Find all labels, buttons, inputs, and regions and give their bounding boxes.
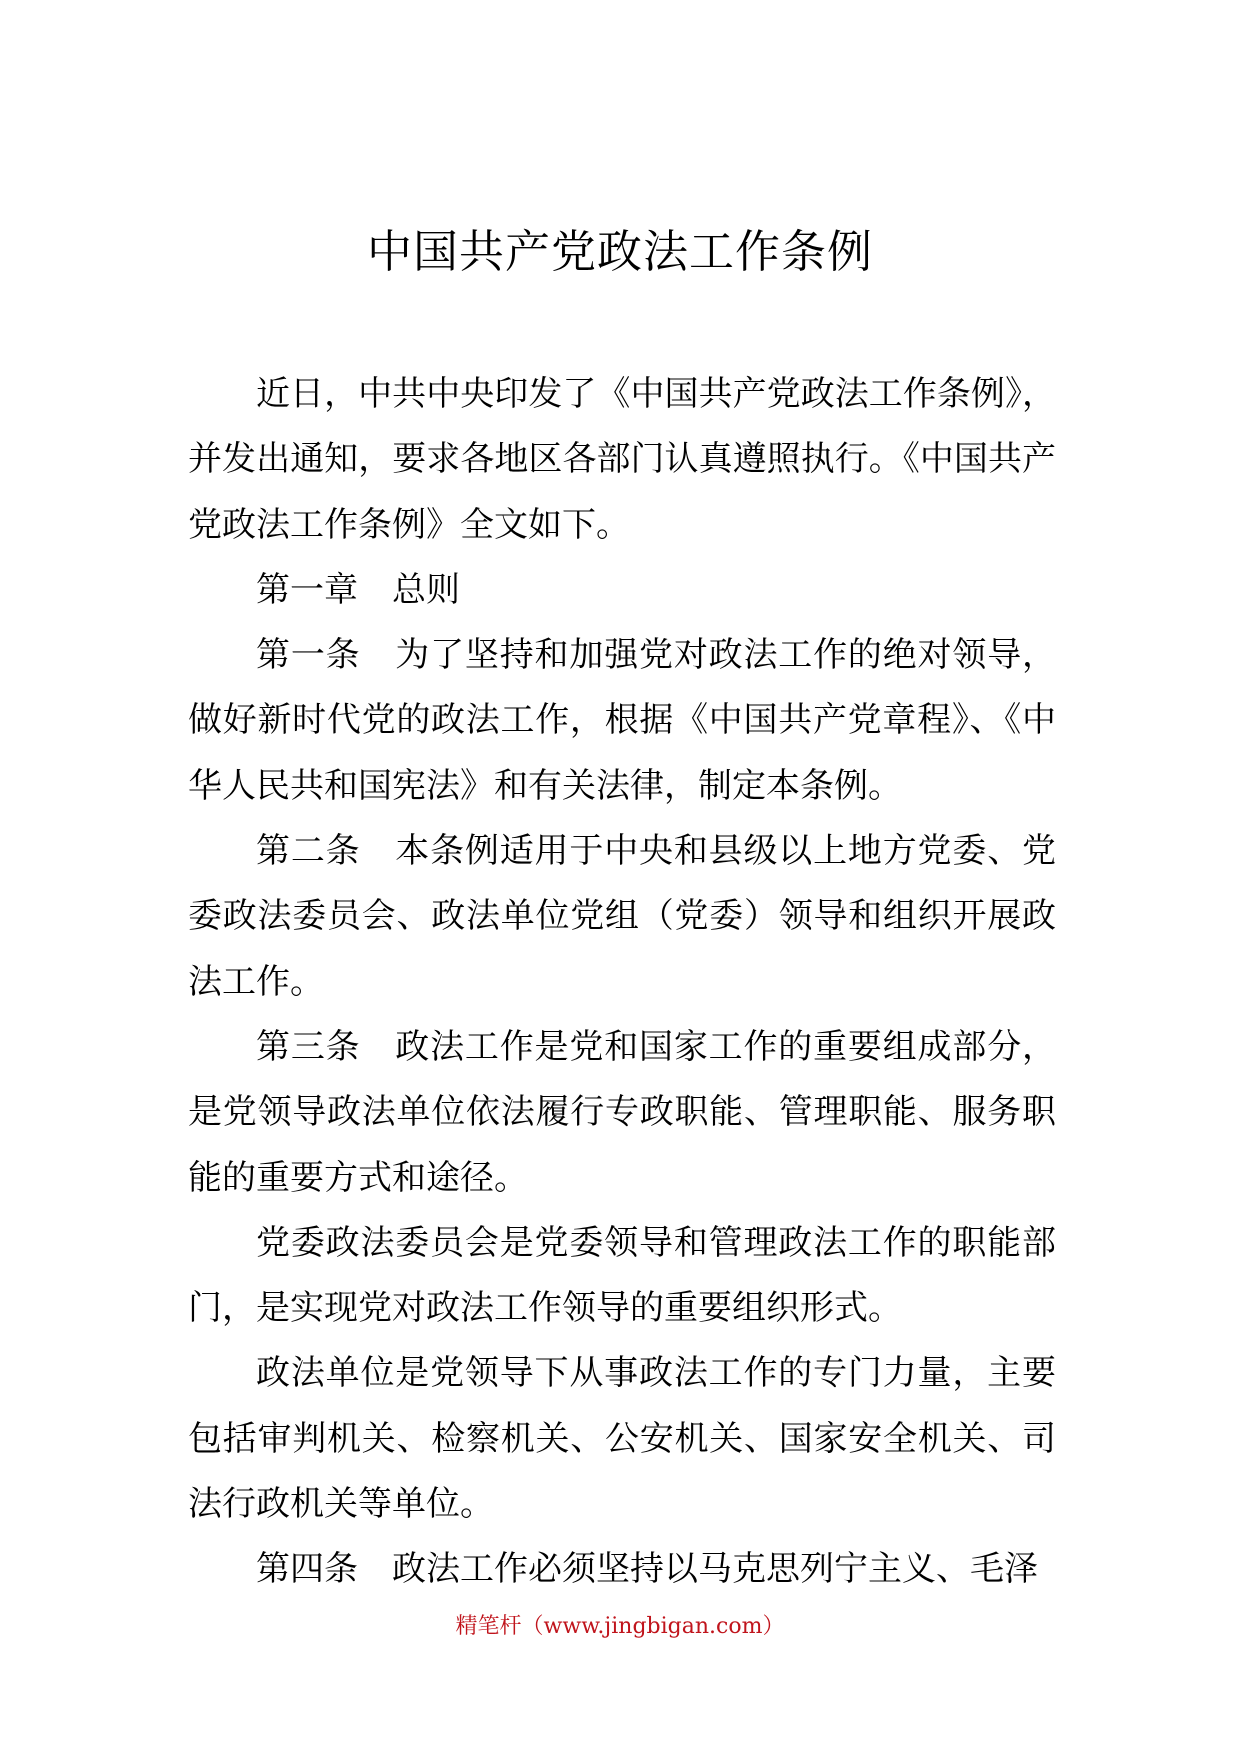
article-number: 第三条: [256, 1026, 361, 1067]
article-number: 第一条: [256, 635, 361, 676]
chapter-title: 总则: [392, 569, 460, 610]
paragraph-text: 近日，中共中央印发了《中国共产党政法工作条例》，并发出通知，要求各地区各部门认真遵照执行。《中国共产党政法工作条例》全文如下。: [188, 374, 1056, 545]
article-number: 第二条: [256, 831, 361, 872]
article: [188, 1537, 1056, 1602]
document-body: [188, 362, 1056, 1603]
article-number: 第四条: [256, 1549, 358, 1590]
article-text: 本条例适用于中央和县级以上地方党委、党委政法委员会、政法单位党组（党委）领导和组织开展政法工作。: [188, 831, 1057, 1002]
paragraph: [188, 1211, 1056, 1342]
chapter-heading: [188, 558, 1056, 623]
paragraph: [188, 1341, 1056, 1537]
article-text: 政法工作是党和国家工作的重要组成部分，是党领导政法单位依法履行专政职能、管理职能、服务职能的重要方式和途径。: [188, 1026, 1057, 1198]
article: [188, 623, 1056, 819]
paragraph: [188, 362, 1056, 558]
chapter-number: 第一章: [256, 569, 358, 610]
document-title: 中国共产党政法工作条例: [366, 225, 873, 278]
paragraph-text: 政法单位是党领导下从事政法工作的专门力量，主要包括审判机关、检察机关、公安机关、国家安全机关、司法行政机关等单位。: [188, 1353, 1056, 1525]
article-text: 政法工作必须坚持以马克思列宁主义、毛泽: [392, 1549, 1038, 1590]
article: [188, 1015, 1056, 1211]
article: [188, 819, 1056, 1015]
article-text: 为了坚持和加强党对政法工作的绝对领导，做好新时代党的政法工作，根据《中国共产党章程》、《中华人民共和国宪法》和有关法律，制定本条例。: [188, 635, 1057, 806]
paragraph-text: 党委政法委员会是党委领导和管理政法工作的职能部门，是实现党对政法工作领导的重要组织形式。: [188, 1222, 1056, 1329]
footer-watermark: 精笔杆（www.jingbigan.com）: [455, 1614, 785, 1639]
